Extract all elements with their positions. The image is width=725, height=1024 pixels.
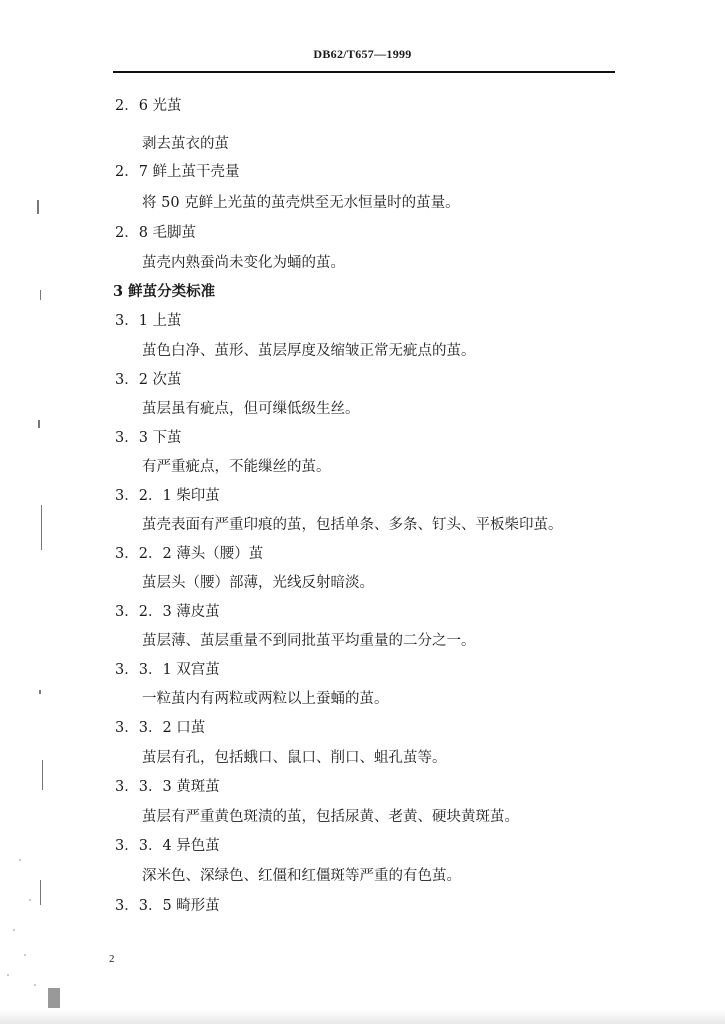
clause-heading-2-6: 2．6 光茧 [115, 98, 182, 114]
clause-text: 茧层有严重黄色斑渍的茧，包括尿黄、老黄、硬块黄斑茧。 [142, 809, 519, 825]
clause-text: 茧层有孔，包括蛾口、鼠口、削口、蛆孔茧等。 [142, 750, 447, 766]
clause-text: 剥去茧衣的茧 [142, 136, 229, 152]
clause-text: 有严重疵点，不能缫丝的茧。 [142, 459, 331, 475]
clause-text: 茧层头（腰）部薄，光线反射暗淡。 [142, 575, 374, 591]
header-rule [113, 71, 615, 73]
clause-text: 深米色、深绿色、红僵和红僵斑等严重的有色茧。 [142, 868, 461, 884]
clause-text: 茧壳表面有严重印痕的茧，包括单条、多条、钉头、平板柴印茧。 [142, 517, 563, 533]
page-number: 2 [109, 953, 115, 965]
clause-heading-3-3: 3．3 下茧 [115, 430, 182, 446]
clause-heading-3-3-5: 3．3．5 畸形茧 [115, 898, 220, 914]
clause-text: 茧色白净、茧形、茧层厚度及缩皱正常无疵点的茧。 [142, 343, 476, 359]
clause-heading-3-2-3: 3．2．3 薄皮茧 [115, 604, 220, 620]
clause-heading-2-8: 2．8 毛脚茧 [115, 225, 197, 241]
standard-code: DB62/T657—1999 [313, 47, 412, 61]
clause-heading-3-3-1: 3．3．1 双宫茧 [115, 662, 220, 678]
clause-heading-3-1: 3．1 上茧 [115, 313, 182, 329]
clause-heading-3-3-4: 3．3．4 异色茧 [115, 838, 220, 854]
clause-heading-3-2-2: 3．2．2 薄头（腰）茧 [115, 546, 264, 562]
section-heading-3: 3 鲜茧分类标准 [113, 283, 216, 300]
clause-heading-3-3-2: 3．3．2 口茧 [115, 720, 206, 736]
clause-heading-3-2: 3．2 次茧 [115, 372, 182, 388]
clause-text: 一粒茧内有两粒或两粒以上蚕蛹的茧。 [142, 691, 389, 707]
clause-heading-3-2-1: 3．2．1 柴印茧 [115, 488, 220, 504]
clause-heading-2-7: 2．7 鲜上茧干壳量 [115, 164, 240, 180]
clause-text: 茧层薄、茧层重量不到同批茧平均重量的二分之一。 [142, 633, 476, 649]
clause-text: 茧层虽有疵点，但可缫低级生丝。 [142, 401, 360, 417]
clause-text: 将 50 克鲜上光茧的茧壳烘至无水恒量时的茧量。 [142, 195, 460, 211]
clause-heading-3-3-3: 3．3．3 黄斑茧 [115, 779, 220, 795]
scan-bottom-edge [0, 1010, 725, 1024]
clause-text: 茧壳内熟蚕尚未变化为蛹的茧。 [142, 255, 345, 271]
scan-edge-artifact [0, 0, 60, 1024]
